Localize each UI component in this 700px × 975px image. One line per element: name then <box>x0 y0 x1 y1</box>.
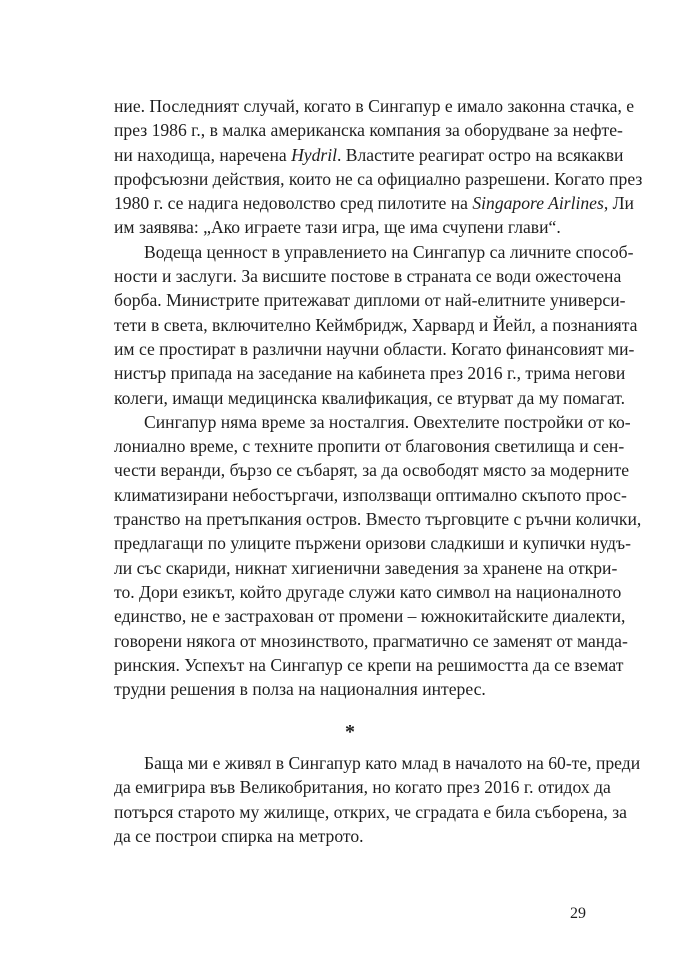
paragraph-3 <box>114 410 642 702</box>
page-number: 29 <box>570 905 586 922</box>
text-line: да емигрира във Великобритания, но когато през 2016 г. отидох да <box>114 777 611 798</box>
text-line: единство, не е застрахован от промени – южнокитайските диалекти, <box>114 606 626 627</box>
text-line: колеги, имащи медицинска квалификация, се втурват да му помагат. <box>114 387 626 408</box>
text-line: говорени някога от мнозинството, прагматично се заменят от манда- <box>114 630 628 651</box>
paragraph-2 <box>114 240 638 410</box>
text-line: ринския. Успехът на Сингапур се крепи на решимостта да се вземат <box>114 654 624 675</box>
main-text <box>114 94 643 701</box>
text-line: 1980 г. се надига недоволство сред пилотите на Singapore Airlines, Ли <box>114 193 634 214</box>
company-name-italic: Hydril <box>291 144 337 165</box>
closing-text <box>114 751 641 848</box>
airline-name-italic: Singapore Airlines <box>472 193 604 214</box>
text-line: ни находища, наречена Hydril. Властите реагират остро на всякакви <box>114 144 624 165</box>
text-line: ние. Последният случай, когато в Сингапур е имало законна стачка, е <box>114 96 635 116</box>
text-line: Водеща ценност в управлението на Сингапур са личните способ- <box>144 241 634 262</box>
text-line: климатизирани небостъргачи, използващи оптимално скъпото прос- <box>114 484 627 505</box>
text-line: да се построи спирка на метрото. <box>114 825 364 846</box>
text-line: тети в света, включително Кеймбридж, Харвард и Йейл, а познанията <box>114 314 638 335</box>
text-line: Баща ми е живял в Сингапур като млад в началото на 60-те, преди <box>144 753 641 773</box>
text-line: то. Дори езикът, който другаде служи като символ на националното <box>114 581 622 602</box>
text-line: потърся старото му жилище, открих, че сградата е била съборена, за <box>114 801 627 822</box>
text-line: им се простират в различни научни области. Когато финансовият ми- <box>114 338 635 359</box>
text-line: ности и заслуги. За висшите постове в страната се води ожесточена <box>114 266 622 287</box>
text-line: транство на претъпкания остров. Вместо търговците с ръчни колички, <box>114 509 642 530</box>
text-line: лониално време, с техните пропити от благовония светилища и сен- <box>114 436 625 457</box>
section-separator: * <box>345 721 355 743</box>
text-line: Сингапур няма време за носталгия. Овехтелите постройки от ко- <box>144 411 631 432</box>
text-line: предлагащи по улиците пържени оризови сладкиши и купички нудъ- <box>114 533 631 554</box>
text-line: ли със скариди, никнат хигиенични заведения за хранене на откри- <box>114 557 618 578</box>
text-line: през 1986 г., в малка американска компания за оборудване за нефте- <box>114 120 623 141</box>
text-line: чести веранди, бързо се събарят, за да освободят място за модерните <box>114 460 630 481</box>
text-line: профсъюзни действия, които не са официално разрешени. Когато през <box>114 168 643 189</box>
text-line: трудни решения в полза на националния интерес. <box>114 679 486 700</box>
text-line: нистър припада на заседание на кабинета през 2016 г., трима негови <box>114 363 626 384</box>
paragraph-4 <box>114 751 641 848</box>
text-line: борба. Министрите притежават дипломи от най-елитните универси- <box>114 290 626 311</box>
text-line: им заявява: „Ако играете тази игра, ще има счупени глави“. <box>114 217 561 238</box>
paragraph-1 <box>114 94 643 240</box>
